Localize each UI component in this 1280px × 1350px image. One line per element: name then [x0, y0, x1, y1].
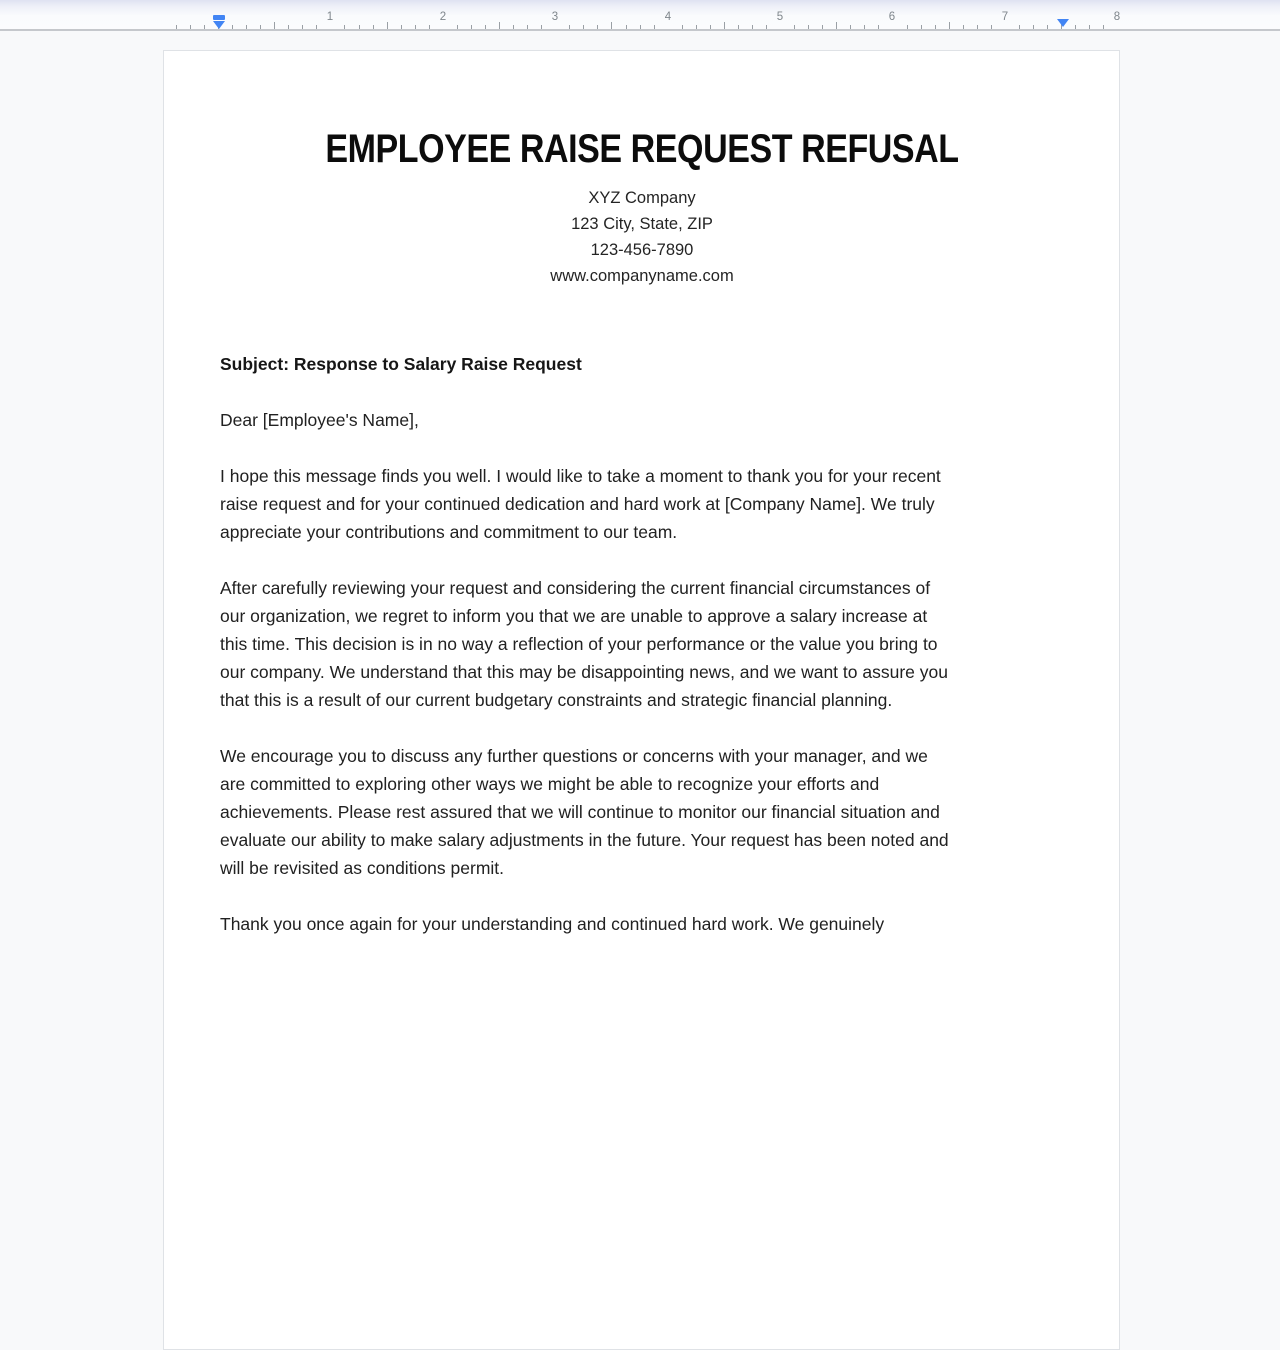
document-canvas[interactable] [0, 33, 1280, 934]
text-line[interactable]: will be revisited as conditions permit. [220, 858, 505, 878]
ruler-number: 5 [776, 11, 784, 23]
company-address-line[interactable]: 123 City, State, ZIP [571, 215, 713, 233]
company-phone-line[interactable]: 123-456-7890 [590, 241, 694, 259]
ruler-number: 7 [1001, 11, 1009, 23]
company-info-block [220, 185, 1064, 289]
subject-line[interactable]: Subject: Response to Salary Raise Request [220, 354, 582, 374]
paragraph [220, 462, 1064, 546]
text-line[interactable]: I hope this message finds you well. I would like to take a moment to thank you for your recent [220, 466, 941, 486]
text-line[interactable]: our organization, we regret to inform you that we are unable to approve a salary increase at [220, 606, 928, 626]
text-line[interactable]: are committed to exploring other ways we might be able to recognize your efforts and [220, 774, 880, 794]
company-website-line[interactable]: www.companyname.com [550, 267, 734, 285]
document-page[interactable] [163, 50, 1120, 1350]
horizontal-ruler[interactable] [0, 0, 1280, 31]
ruler-number: 6 [888, 11, 896, 23]
text-line[interactable]: appreciate your contributions and commitment to our team. [220, 522, 678, 542]
text-line[interactable]: We encourage you to discuss any further questions or concerns with your manager, and we [220, 746, 928, 766]
paragraph [220, 574, 1064, 714]
text-line[interactable]: raise request and for your continued dedication and hard work at [Company Name]. We truly [220, 494, 935, 514]
text-line[interactable]: our company. We understand that this may be disappointing news, and we want to assure you [220, 662, 948, 682]
ruler-number: 3 [551, 11, 559, 23]
spacer [220, 289, 1064, 350]
ruler-number: 1 [326, 11, 334, 23]
left-indent-triangle-icon [213, 21, 225, 29]
document-title[interactable]: EMPLOYEE RAISE REQUEST REFUSAL [325, 127, 959, 171]
text-line[interactable]: evaluate our ability to make salary adjustments in the future. Your request has been noted and [220, 830, 949, 850]
text-line[interactable]: that this is a result of our current budgetary constraints and strategic financial planning. [220, 690, 893, 710]
ruler-ticks [0, 0, 1280, 29]
text-line[interactable]: achievements. Please rest assured that we will continue to monitor our financial situation and [220, 802, 940, 822]
ruler-number: 8 [1113, 11, 1121, 23]
first-line-indent-marker[interactable] [213, 15, 225, 20]
paragraph [220, 742, 1064, 882]
left-indent-marker[interactable] [213, 15, 225, 29]
company-name-line[interactable]: XYZ Company [588, 189, 696, 207]
right-indent-marker[interactable] [1057, 19, 1069, 27]
salutation-line[interactable]: Dear [Employee's Name], [220, 410, 419, 430]
text-line[interactable]: After carefully reviewing your request and considering the current financial circumstances of [220, 578, 931, 598]
text-line[interactable]: Thank you once again for your understanding and continued hard work. We genuinely [220, 914, 885, 934]
paragraph [220, 910, 1064, 938]
right-indent-triangle-icon [1057, 19, 1069, 27]
ruler-number: 2 [439, 11, 447, 23]
text-line[interactable]: this time. This decision is in no way a reflection of your performance or the value you bring to [220, 634, 938, 654]
ruler-number: 4 [664, 11, 672, 23]
